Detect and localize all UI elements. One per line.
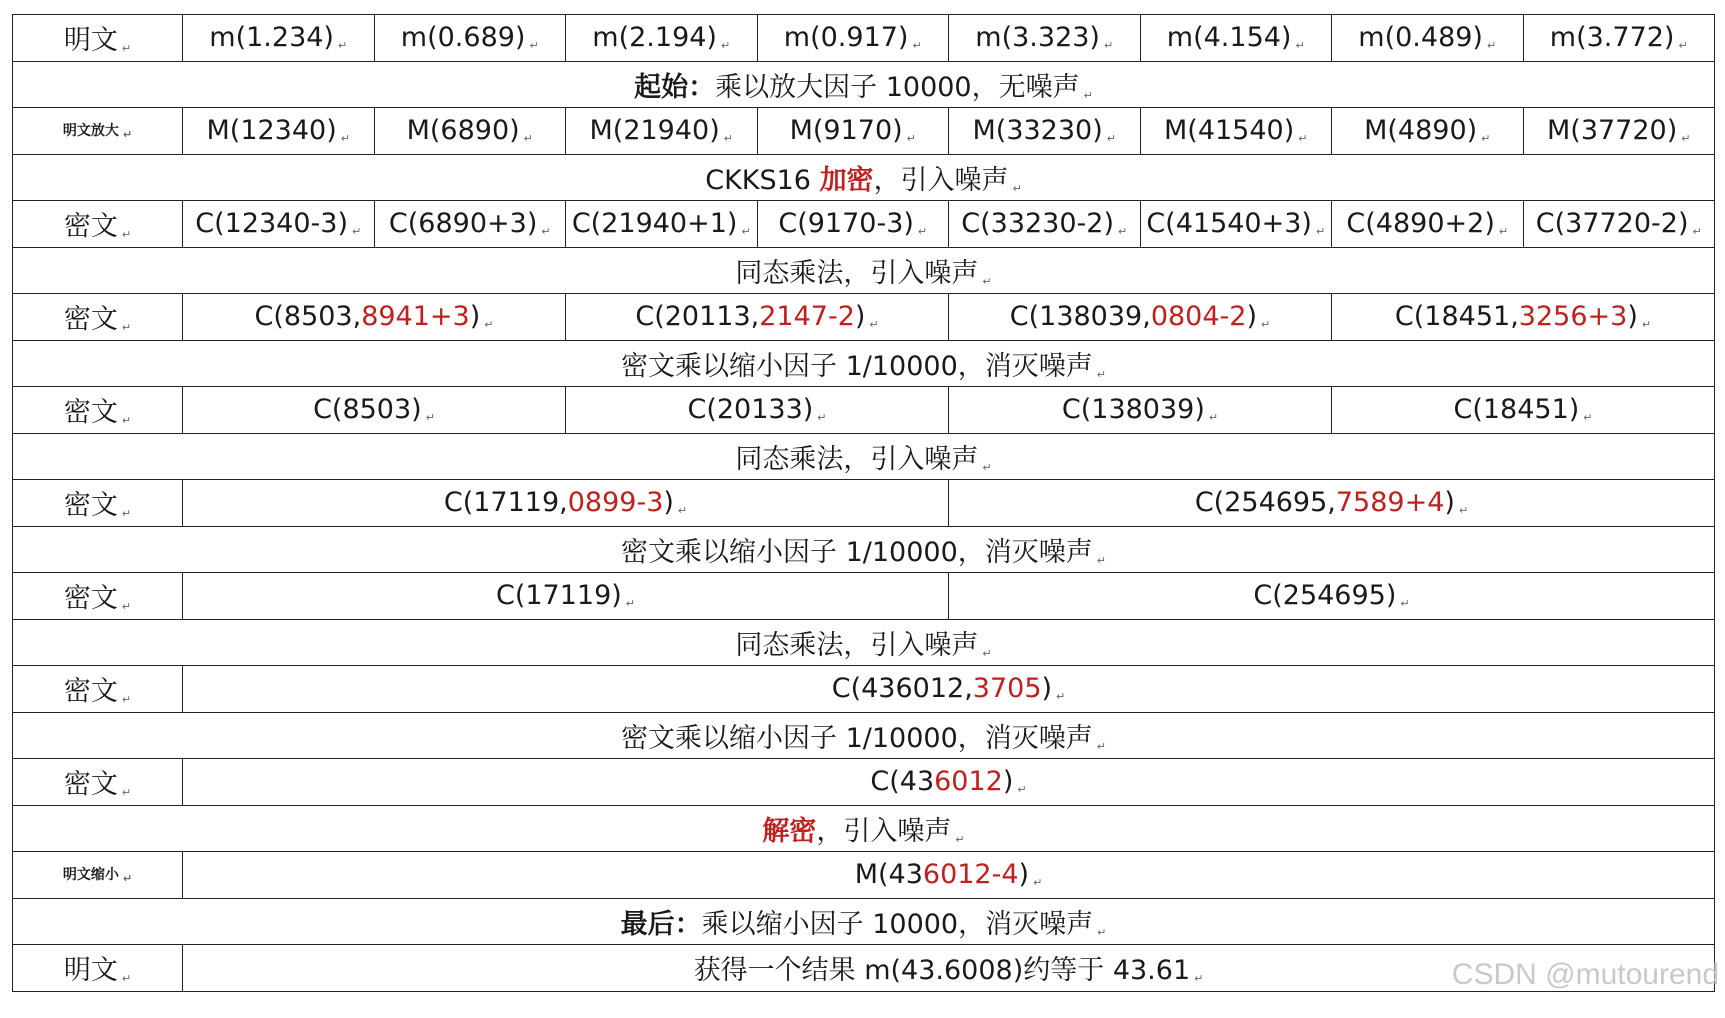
value-cell [1523, 201, 1715, 248]
paragraph-mark-icon [122, 972, 131, 985]
cell-text: M(4890) [1364, 115, 1478, 147]
cell-text: C(43 [870, 766, 935, 798]
step-row [13, 247, 1715, 294]
paragraph-mark-icon [1097, 554, 1106, 567]
noise-text: 2147-2 [759, 301, 855, 333]
step-row [13, 154, 1715, 201]
cell-text: C(17119, [443, 487, 568, 519]
value-cell [183, 666, 1715, 713]
step-text: 密文乘以缩小因子 1/10000，消灭噪声 [621, 536, 1093, 568]
cell-text: C(18451) [1453, 394, 1580, 426]
value-cell [1523, 15, 1715, 62]
step-text: 乘以放大因子 10000，无噪声 [715, 71, 1080, 103]
paragraph-mark-icon [1209, 411, 1218, 424]
cell-text: C(138039) [1061, 394, 1205, 426]
row-label [13, 852, 183, 899]
noise-text: 6012 [934, 766, 1003, 798]
paragraph-mark-icon [426, 411, 435, 424]
ckks-flow-table [12, 14, 1715, 992]
data-row [13, 294, 1715, 341]
cell-text: m(0.917) [783, 22, 909, 54]
row-label [13, 666, 183, 713]
paragraph-mark-icon [1298, 132, 1307, 145]
paragraph-mark-icon [918, 225, 927, 238]
row-label-text: 明文 [63, 25, 118, 57]
paragraph-mark-icon [352, 225, 361, 238]
paragraph-mark-icon [122, 414, 131, 427]
row-label [13, 573, 183, 620]
step-row [13, 433, 1715, 480]
data-row [13, 15, 1715, 62]
cell-text: M(9170) [789, 115, 903, 147]
step-description [13, 898, 1715, 945]
row-label-text: 明文 [63, 955, 118, 987]
cell-text: m(2.194) [592, 22, 717, 54]
step-text: 同态乘法，引入噪声 [735, 257, 979, 289]
paragraph-mark-icon [1097, 740, 1106, 753]
value-cell [757, 201, 949, 248]
cell-text: C(254695, [1194, 487, 1336, 519]
step-text: 乘以缩小因子 10000，消灭噪声 [701, 908, 1094, 940]
value-cell [949, 387, 1332, 434]
paragraph-mark-icon [123, 872, 132, 885]
row-label-text: 密文 [63, 211, 118, 243]
paragraph-mark-icon [122, 693, 131, 706]
paragraph-mark-icon [869, 318, 878, 331]
paragraph-mark-icon [341, 132, 350, 145]
paragraph-mark-icon [1481, 132, 1490, 145]
value-cell [1332, 387, 1715, 434]
cell-text: C(33230-2) [961, 208, 1114, 240]
cell-text: M(37720) [1547, 115, 1678, 147]
data-row [13, 387, 1715, 434]
value-cell [183, 108, 375, 155]
value-cell [183, 759, 1715, 806]
data-row [13, 759, 1715, 806]
cell-text: m(0.689) [400, 22, 526, 54]
value-cell [374, 201, 566, 248]
cell-text: m(4.154) [1166, 22, 1292, 54]
paragraph-mark-icon [1693, 225, 1702, 238]
paragraph-mark-icon [1013, 182, 1022, 195]
step-row [13, 898, 1715, 945]
value-cell [374, 108, 566, 155]
step-description [13, 61, 1715, 108]
step-text: 密文乘以缩小因子 1/10000，消灭噪声 [621, 722, 1093, 754]
cell-text: C(138039, [1009, 301, 1151, 333]
noise-text: 8941+3 [361, 301, 470, 333]
cell-text: C(20113, [635, 301, 760, 333]
noise-text: 3256+3 [1518, 301, 1628, 333]
step-heading: 起始： [634, 71, 716, 103]
paragraph-mark-icon [982, 461, 991, 474]
value-cell [1332, 201, 1524, 248]
row-label [13, 945, 183, 992]
paragraph-mark-icon [1033, 876, 1042, 889]
paragraph-mark-icon [678, 504, 687, 517]
cell-text: C(254695) [1253, 580, 1397, 612]
cell-text: C(21940+1) [571, 208, 738, 240]
row-label-text: 密文 [63, 490, 118, 522]
paragraph-mark-icon [1118, 225, 1127, 238]
row-label [13, 387, 183, 434]
cell-text: ) [663, 487, 674, 519]
value-cell [949, 294, 1332, 341]
paragraph-mark-icon [1097, 368, 1106, 381]
value-cell [949, 573, 1715, 620]
paragraph-mark-icon [122, 600, 131, 613]
paragraph-mark-icon [1642, 318, 1651, 331]
step-row [13, 61, 1715, 108]
row-label [13, 15, 183, 62]
paragraph-mark-icon [123, 128, 132, 141]
cell-text: C(8503, [254, 301, 362, 333]
noise-text: 6012-4 [922, 859, 1019, 891]
cell-text: ) [1246, 301, 1257, 333]
paragraph-mark-icon [1084, 89, 1093, 102]
value-cell [183, 15, 375, 62]
paragraph-mark-icon [484, 318, 493, 331]
cell-text: ) [469, 301, 481, 333]
value-cell [1140, 108, 1332, 155]
value-cell [183, 294, 566, 341]
step-keyword: 加密 [819, 164, 874, 196]
paragraph-mark-icon [907, 132, 916, 145]
paragraph-mark-icon [724, 132, 733, 145]
row-label [13, 759, 183, 806]
value-cell [1332, 108, 1524, 155]
data-row [13, 480, 1715, 527]
row-label-text: 明文缩小 [62, 867, 119, 884]
row-label-text: 密文 [63, 769, 118, 801]
row-label [13, 480, 183, 527]
cell-text: C(18451, [1394, 301, 1519, 333]
row-label-text: 密文 [63, 304, 118, 336]
value-cell [949, 108, 1141, 155]
value-cell [566, 15, 758, 62]
value-cell [1140, 15, 1332, 62]
paragraph-mark-icon [721, 39, 730, 52]
step-row [13, 340, 1715, 387]
value-cell [183, 573, 949, 620]
paragraph-mark-icon [1487, 39, 1496, 52]
paragraph-mark-icon [122, 228, 131, 241]
data-row [13, 201, 1715, 248]
step-description [13, 247, 1715, 294]
cell-text: M(43 [854, 859, 923, 891]
value-cell [949, 15, 1141, 62]
paragraph-mark-icon [1261, 318, 1270, 331]
paragraph-mark-icon [1107, 132, 1116, 145]
value-cell [566, 201, 758, 248]
row-label-text: 明文放大 [62, 123, 119, 140]
step-text: 同态乘法，引入噪声 [735, 629, 979, 661]
cell-text: ) [1002, 766, 1014, 798]
cell-text: C(8503) [313, 394, 422, 426]
cell-text: ) [1041, 673, 1053, 705]
paragraph-mark-icon [1194, 972, 1203, 985]
value-cell [1140, 201, 1332, 248]
value-cell [566, 387, 949, 434]
noise-text: 7589+4 [1335, 487, 1445, 519]
cell-text: C(12340-3) [195, 208, 348, 240]
paragraph-mark-icon [122, 321, 131, 334]
paragraph-mark-icon [1316, 225, 1325, 238]
paragraph-mark-icon [1678, 39, 1687, 52]
data-row [13, 108, 1715, 155]
paragraph-mark-icon [122, 42, 131, 55]
cell-text: C(9170-3) [778, 208, 914, 240]
step-description [13, 526, 1715, 573]
value-cell [183, 201, 375, 248]
step-text: 密文乘以缩小因子 1/10000，消灭噪声 [621, 350, 1093, 382]
row-label [13, 108, 183, 155]
paragraph-mark-icon [955, 833, 964, 846]
step-description [13, 433, 1715, 480]
value-cell [183, 480, 949, 527]
step-text: ，引入噪声 [873, 164, 1009, 196]
paragraph-mark-icon [338, 39, 347, 52]
paragraph-mark-icon [982, 647, 991, 660]
row-label [13, 201, 183, 248]
paragraph-mark-icon [912, 39, 921, 52]
cell-text: C(37720-2) [1535, 208, 1689, 240]
cell-text: ) [1018, 859, 1030, 891]
value-cell [1332, 15, 1524, 62]
value-cell [757, 15, 949, 62]
paragraph-mark-icon [817, 411, 826, 424]
noise-text: 0899-3 [567, 487, 664, 519]
cell-text: M(6890) [406, 115, 520, 147]
cell-text: C(17119) [495, 580, 622, 612]
noise-text: 0804-2 [1150, 301, 1247, 333]
step-text: 同态乘法，引入噪声 [735, 443, 979, 475]
value-cell [566, 108, 758, 155]
step-heading: 最后： [620, 908, 702, 940]
cell-text: m(3.323) [975, 22, 1100, 54]
cell-text: m(3.772) [1549, 22, 1675, 54]
cell-text: 获得一个结果 m(43.6008)约等于 43.61 [693, 955, 1191, 987]
step-description [13, 340, 1715, 387]
cell-text: ) [1444, 487, 1455, 519]
csdn-watermark: CSDN @mutourend [1451, 958, 1719, 991]
step-description [13, 154, 1715, 201]
noise-text: 3705 [972, 673, 1042, 705]
value-cell [1523, 108, 1715, 155]
paragraph-mark-icon [626, 597, 635, 610]
step-text: ，引入噪声 [816, 815, 952, 847]
paragraph-mark-icon [524, 132, 533, 145]
step-description [13, 712, 1715, 759]
cell-text: M(21940) [589, 115, 720, 147]
paragraph-mark-icon [1499, 225, 1508, 238]
row-label-text: 密文 [63, 676, 118, 708]
step-row [13, 712, 1715, 759]
value-cell [183, 852, 1715, 899]
value-cell [183, 387, 566, 434]
value-cell [757, 108, 949, 155]
paragraph-mark-icon [1104, 39, 1113, 52]
cell-text: m(0.489) [1358, 22, 1483, 54]
row-label-text: 密文 [63, 397, 118, 429]
paragraph-mark-icon [1400, 597, 1409, 610]
step-description [13, 619, 1715, 666]
cell-text: C(436012, [831, 673, 973, 705]
paragraph-mark-icon [122, 507, 131, 520]
data-row [13, 666, 1715, 713]
step-keyword: 解密 [762, 815, 817, 847]
paragraph-mark-icon [1017, 783, 1026, 796]
row-label [13, 294, 183, 341]
row-label-text: 密文 [63, 583, 118, 615]
paragraph-mark-icon [1056, 690, 1065, 703]
step-row [13, 805, 1715, 852]
cell-text: C(20133) [687, 394, 814, 426]
step-row [13, 619, 1715, 666]
step-text: CKKS16 [705, 164, 820, 196]
step-description [13, 805, 1715, 852]
cell-text: ) [854, 301, 866, 333]
cell-text: m(1.234) [209, 22, 334, 54]
step-row [13, 526, 1715, 573]
paragraph-mark-icon [982, 275, 991, 288]
data-row [13, 573, 1715, 620]
paragraph-mark-icon [122, 786, 131, 799]
cell-text: C(4890+2) [1346, 208, 1495, 240]
paragraph-mark-icon [541, 225, 550, 238]
paragraph-mark-icon [741, 225, 750, 238]
cell-text: M(12340) [206, 115, 337, 147]
paragraph-mark-icon [1295, 39, 1304, 52]
value-cell [566, 294, 949, 341]
paragraph-mark-icon [1583, 411, 1592, 424]
cell-text: M(41540) [1164, 115, 1295, 147]
value-cell [1332, 294, 1715, 341]
cell-text: M(33230) [972, 115, 1103, 147]
value-cell [374, 15, 566, 62]
cell-text: C(6890+3) [388, 208, 538, 240]
cell-text: ) [1627, 301, 1638, 333]
paragraph-mark-icon [1459, 504, 1468, 517]
paragraph-mark-icon [1097, 926, 1106, 939]
cell-text: C(41540+3) [1146, 208, 1312, 240]
paragraph-mark-icon [529, 39, 538, 52]
paragraph-mark-icon [1681, 132, 1690, 145]
value-cell [949, 480, 1715, 527]
data-row [13, 852, 1715, 899]
value-cell [949, 201, 1141, 248]
